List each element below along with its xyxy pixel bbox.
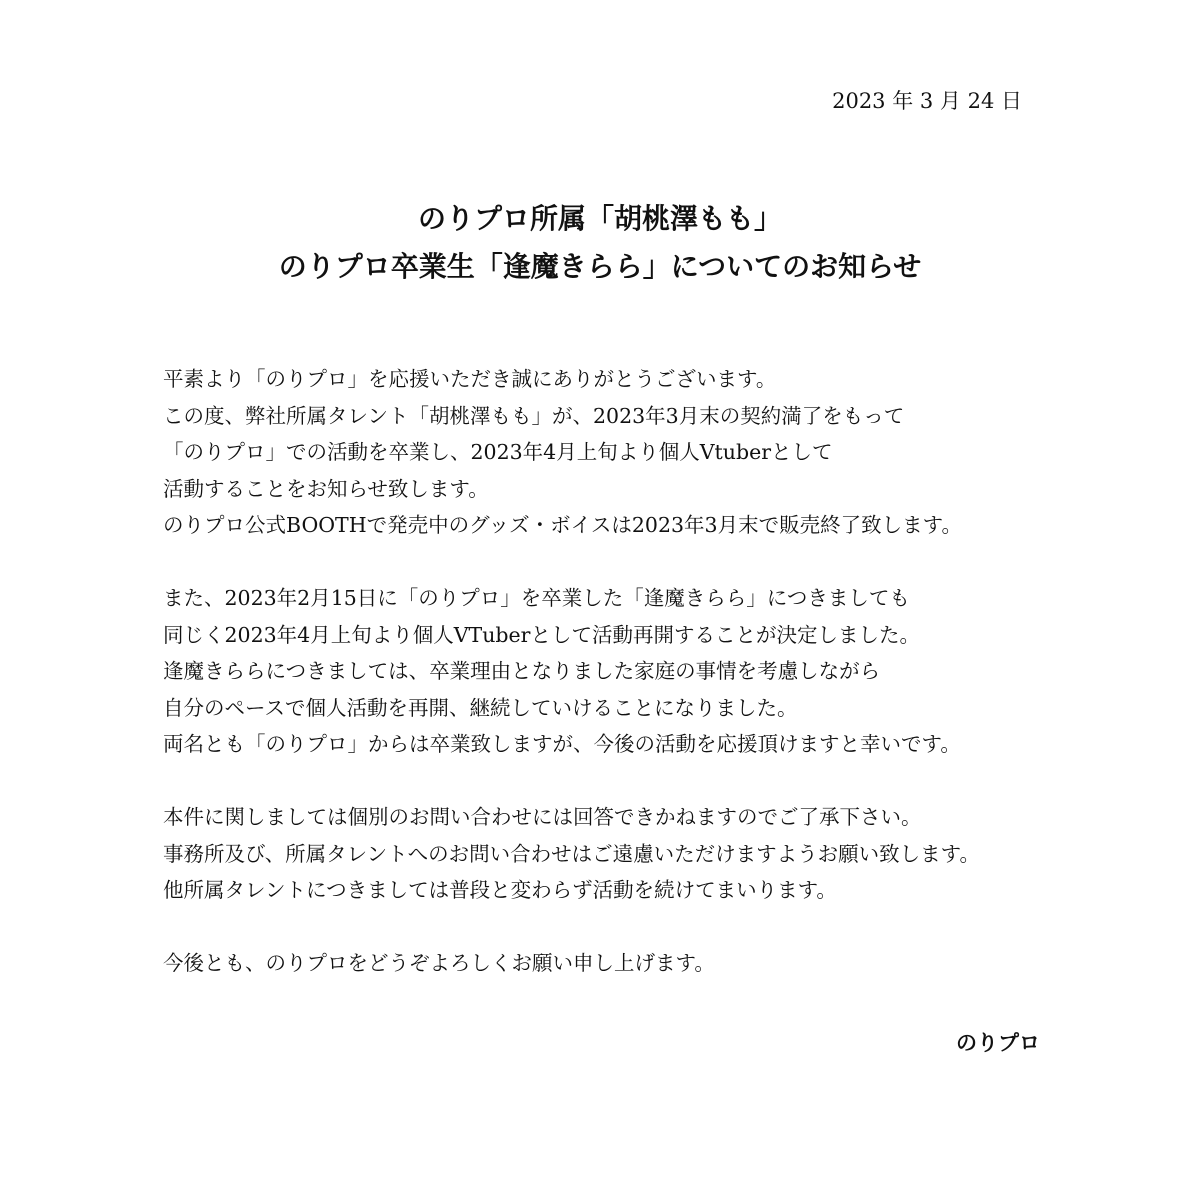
body-line: 同じく2023年4月上旬より個人VTuberとして活動再開することが決定しました。 — [163, 622, 920, 647]
title-line-2: のりプロ卒業生「逢魔きらら」についてのお知らせ — [278, 250, 922, 283]
body-line: 自分のペースで個人活動を再開、継続していけることになりました。 — [163, 695, 798, 720]
body-line: 活動することをお知らせ致します。 — [163, 476, 489, 501]
body-line: また、2023年2月15日に「のりプロ」を卒業した「逢魔きらら」につきましても — [163, 586, 910, 610]
title-line-1: のりプロ所属「胡桃澤もも」 — [417, 202, 782, 235]
body-line: のりプロ公式BOOTHで発売中のグッズ・ボイスは2023年3月末で販売終了致します。 — [163, 513, 962, 537]
body-line: 本件に関しましては個別のお問い合わせには回答できかねますのでご了承下さい。 — [163, 805, 922, 829]
paragraph-2 — [163, 580, 1063, 763]
body-line: 他所属タレントにつきましては普段と変わらず活動を続けてまいります。 — [163, 878, 837, 902]
announcement-body — [163, 361, 1063, 1018]
body-line: 逢魔きららにつきましては、卒業理由となりました家庭の事情を考慮しながら — [163, 659, 881, 683]
body-line: 平素より「のりプロ」を応援いただき誠にありがとうございます。 — [163, 367, 777, 391]
body-line: 事務所及び、所属タレントへのお問い合わせはご遠慮いただけますようお願い致します。 — [163, 841, 981, 866]
paragraph-4 — [163, 945, 1063, 982]
body-line: この度、弊社所属タレント「胡桃澤もも」が、2023年3月末の契約満了をもって — [163, 403, 905, 428]
body-line: 「のりプロ」での活動を卒業し、2023年4月上旬より個人Vtuberとして — [163, 440, 833, 464]
paragraph-3 — [163, 799, 1063, 909]
signature: のりプロ — [956, 1030, 1040, 1055]
body-line: 今後とも、のりプロをどうぞよろしくお願い申し上げます。 — [163, 951, 715, 975]
body-line: 両名とも「のりプロ」からは卒業致しますが、今後の活動を応援頂けますと幸いです。 — [163, 732, 961, 756]
announcement-date: 2023 年 3 月 24 日 — [832, 89, 1022, 113]
paragraph-1 — [163, 361, 1063, 544]
announcement-title — [0, 195, 1200, 291]
